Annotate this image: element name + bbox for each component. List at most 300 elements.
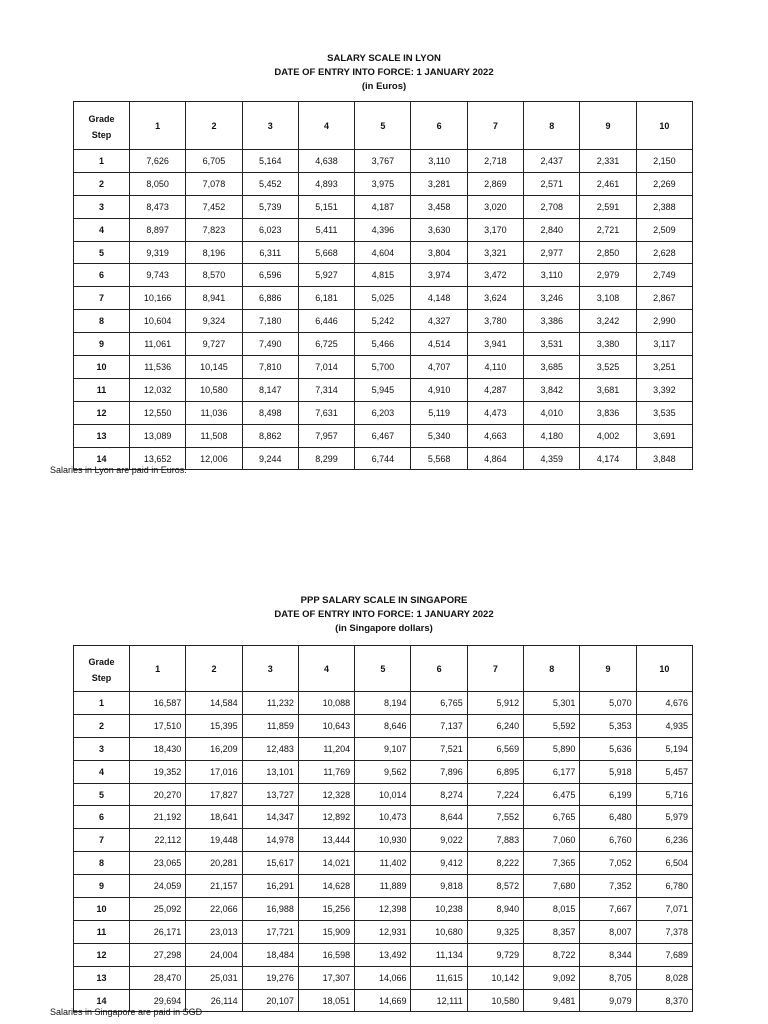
salary-cell: 10,643 bbox=[298, 714, 354, 737]
salary-cell: 5,164 bbox=[242, 150, 298, 173]
singapore-heading bbox=[0, 594, 768, 636]
salary-cell: 6,895 bbox=[467, 760, 523, 783]
salary-cell: 13,652 bbox=[130, 447, 186, 470]
salary-cell: 13,492 bbox=[355, 943, 411, 966]
salary-cell: 11,061 bbox=[130, 333, 186, 356]
salary-cell: 11,889 bbox=[355, 875, 411, 898]
salary-cell: 8,570 bbox=[186, 264, 242, 287]
step-cell: 5 bbox=[74, 241, 130, 264]
salary-cell: 5,568 bbox=[411, 447, 467, 470]
step-cell: 7 bbox=[74, 829, 130, 852]
salary-cell: 6,311 bbox=[242, 241, 298, 264]
salary-cell: 4,864 bbox=[467, 447, 523, 470]
salary-cell: 8,862 bbox=[242, 424, 298, 447]
salary-cell: 3,525 bbox=[580, 356, 636, 379]
salary-cell: 7,180 bbox=[242, 310, 298, 333]
salary-cell: 6,886 bbox=[242, 287, 298, 310]
step-cell: 11 bbox=[74, 378, 130, 401]
salary-cell: 15,909 bbox=[298, 920, 354, 943]
salary-cell: 5,918 bbox=[580, 760, 636, 783]
salary-cell: 9,818 bbox=[411, 875, 467, 898]
salary-cell: 11,769 bbox=[298, 760, 354, 783]
grade-column-header: 2 bbox=[186, 646, 242, 692]
salary-cell: 6,705 bbox=[186, 150, 242, 173]
salary-cell: 3,630 bbox=[411, 218, 467, 241]
salary-cell: 3,458 bbox=[411, 195, 467, 218]
salary-cell: 6,744 bbox=[355, 447, 411, 470]
salary-cell: 6,475 bbox=[524, 783, 580, 806]
salary-cell: 10,142 bbox=[467, 966, 523, 989]
salary-cell: 3,472 bbox=[467, 264, 523, 287]
salary-cell: 16,988 bbox=[242, 898, 298, 921]
table-row bbox=[74, 310, 693, 333]
salary-cell: 7,137 bbox=[411, 714, 467, 737]
salary-cell: 6,780 bbox=[636, 875, 692, 898]
table-row bbox=[74, 692, 693, 715]
salary-cell: 4,174 bbox=[580, 447, 636, 470]
salary-cell: 6,240 bbox=[467, 714, 523, 737]
salary-cell: 4,676 bbox=[636, 692, 692, 715]
salary-cell: 7,552 bbox=[467, 806, 523, 829]
salary-cell: 6,765 bbox=[524, 806, 580, 829]
salary-cell: 4,893 bbox=[298, 172, 354, 195]
salary-cell: 2,718 bbox=[467, 150, 523, 173]
salary-cell: 8,196 bbox=[186, 241, 242, 264]
salary-cell: 11,508 bbox=[186, 424, 242, 447]
salary-cell: 3,767 bbox=[355, 150, 411, 173]
table-row bbox=[74, 195, 693, 218]
salary-cell: 3,974 bbox=[411, 264, 467, 287]
salary-cell: 6,236 bbox=[636, 829, 692, 852]
grade-column-header: 10 bbox=[636, 646, 692, 692]
salary-cell: 9,244 bbox=[242, 447, 298, 470]
salary-cell: 7,052 bbox=[580, 852, 636, 875]
salary-cell: 12,931 bbox=[355, 920, 411, 943]
salary-cell: 9,481 bbox=[524, 989, 580, 1012]
salary-cell: 7,071 bbox=[636, 898, 692, 921]
salary-cell: 3,242 bbox=[580, 310, 636, 333]
step-cell: 12 bbox=[74, 943, 130, 966]
salary-cell: 29,694 bbox=[130, 989, 186, 1012]
step-label: Step bbox=[91, 130, 112, 140]
salary-cell: 2,331 bbox=[580, 150, 636, 173]
salary-cell: 5,945 bbox=[355, 378, 411, 401]
salary-cell: 26,114 bbox=[186, 989, 242, 1012]
salary-cell: 2,721 bbox=[580, 218, 636, 241]
salary-cell: 3,386 bbox=[524, 310, 580, 333]
salary-cell: 27,298 bbox=[130, 943, 186, 966]
step-cell: 1 bbox=[74, 692, 130, 715]
lyon-currency: (in Euros) bbox=[361, 81, 407, 92]
salary-cell: 9,319 bbox=[130, 241, 186, 264]
salary-cell: 5,716 bbox=[636, 783, 692, 806]
salary-cell: 19,448 bbox=[186, 829, 242, 852]
salary-cell: 10,238 bbox=[411, 898, 467, 921]
salary-cell: 4,604 bbox=[355, 241, 411, 264]
salary-cell: 7,365 bbox=[524, 852, 580, 875]
salary-cell: 4,010 bbox=[524, 401, 580, 424]
salary-cell: 5,636 bbox=[580, 737, 636, 760]
salary-cell: 4,287 bbox=[467, 378, 523, 401]
salary-cell: 5,890 bbox=[524, 737, 580, 760]
table-row bbox=[74, 218, 693, 241]
salary-cell: 12,483 bbox=[242, 737, 298, 760]
salary-cell: 4,663 bbox=[467, 424, 523, 447]
salary-cell: 5,242 bbox=[355, 310, 411, 333]
grade-column-header: 8 bbox=[524, 646, 580, 692]
singapore-header-row bbox=[74, 646, 693, 692]
salary-cell: 2,977 bbox=[524, 241, 580, 264]
grade-step-header bbox=[74, 646, 130, 692]
salary-cell: 6,467 bbox=[355, 424, 411, 447]
step-cell: 14 bbox=[74, 447, 130, 470]
salary-cell: 13,727 bbox=[242, 783, 298, 806]
step-cell: 7 bbox=[74, 287, 130, 310]
salary-cell: 3,108 bbox=[580, 287, 636, 310]
salary-cell: 11,536 bbox=[130, 356, 186, 379]
salary-cell: 3,842 bbox=[524, 378, 580, 401]
salary-cell: 5,025 bbox=[355, 287, 411, 310]
salary-cell: 6,203 bbox=[355, 401, 411, 424]
salary-cell: 6,569 bbox=[467, 737, 523, 760]
lyon-date: DATE OF ENTRY INTO FORCE: 1 JANUARY 2022 bbox=[274, 67, 494, 78]
salary-cell: 15,395 bbox=[186, 714, 242, 737]
salary-cell: 2,571 bbox=[524, 172, 580, 195]
salary-cell: 6,177 bbox=[524, 760, 580, 783]
salary-cell: 7,060 bbox=[524, 829, 580, 852]
salary-cell: 6,199 bbox=[580, 783, 636, 806]
salary-cell: 4,327 bbox=[411, 310, 467, 333]
salary-cell: 14,584 bbox=[186, 692, 242, 715]
table-row bbox=[74, 783, 693, 806]
salary-cell: 18,641 bbox=[186, 806, 242, 829]
grade-column-header: 6 bbox=[411, 646, 467, 692]
salary-cell: 2,840 bbox=[524, 218, 580, 241]
grade-step-header bbox=[74, 102, 130, 150]
salary-cell: 17,016 bbox=[186, 760, 242, 783]
grade-column-header: 10 bbox=[636, 102, 692, 150]
salary-cell: 6,023 bbox=[242, 218, 298, 241]
table-row bbox=[74, 150, 693, 173]
salary-cell: 5,979 bbox=[636, 806, 692, 829]
grade-column-header: 5 bbox=[355, 646, 411, 692]
salary-cell: 17,827 bbox=[186, 783, 242, 806]
salary-cell: 5,070 bbox=[580, 692, 636, 715]
salary-cell: 7,626 bbox=[130, 150, 186, 173]
table-row bbox=[74, 333, 693, 356]
salary-cell: 4,002 bbox=[580, 424, 636, 447]
step-cell: 14 bbox=[74, 989, 130, 1012]
salary-cell: 2,708 bbox=[524, 195, 580, 218]
salary-cell: 2,509 bbox=[636, 218, 692, 241]
singapore-salary-table bbox=[73, 645, 693, 1012]
salary-cell: 5,452 bbox=[242, 172, 298, 195]
salary-cell: 4,187 bbox=[355, 195, 411, 218]
salary-cell: 3,531 bbox=[524, 333, 580, 356]
table-row bbox=[74, 172, 693, 195]
grade-column-header: 1 bbox=[130, 646, 186, 692]
salary-cell: 8,194 bbox=[355, 692, 411, 715]
salary-cell: 8,722 bbox=[524, 943, 580, 966]
table-row bbox=[74, 806, 693, 829]
salary-cell: 16,209 bbox=[186, 737, 242, 760]
salary-cell: 3,110 bbox=[524, 264, 580, 287]
salary-cell: 4,815 bbox=[355, 264, 411, 287]
step-cell: 2 bbox=[74, 172, 130, 195]
salary-cell: 9,325 bbox=[467, 920, 523, 943]
salary-cell: 3,281 bbox=[411, 172, 467, 195]
salary-cell: 10,088 bbox=[298, 692, 354, 715]
salary-cell: 3,941 bbox=[467, 333, 523, 356]
salary-cell: 8,007 bbox=[580, 920, 636, 943]
table-row bbox=[74, 920, 693, 943]
lyon-header-row bbox=[74, 102, 693, 150]
salary-cell: 9,022 bbox=[411, 829, 467, 852]
salary-cell: 8,299 bbox=[298, 447, 354, 470]
salary-cell: 6,181 bbox=[298, 287, 354, 310]
salary-cell: 3,975 bbox=[355, 172, 411, 195]
salary-cell: 3,836 bbox=[580, 401, 636, 424]
salary-cell: 5,301 bbox=[524, 692, 580, 715]
grade-column-header: 8 bbox=[524, 102, 580, 150]
salary-cell: 7,631 bbox=[298, 401, 354, 424]
salary-cell: 5,668 bbox=[298, 241, 354, 264]
step-cell: 8 bbox=[74, 310, 130, 333]
lyon-heading bbox=[0, 52, 768, 94]
singapore-date: DATE OF ENTRY INTO FORCE: 1 JANUARY 2022 bbox=[274, 609, 494, 620]
salary-cell: 2,461 bbox=[580, 172, 636, 195]
lyon-salary-table bbox=[73, 101, 693, 470]
salary-cell: 19,352 bbox=[130, 760, 186, 783]
salary-cell: 8,940 bbox=[467, 898, 523, 921]
step-cell: 8 bbox=[74, 852, 130, 875]
salary-cell: 11,402 bbox=[355, 852, 411, 875]
salary-cell: 21,192 bbox=[130, 806, 186, 829]
salary-cell: 22,112 bbox=[130, 829, 186, 852]
salary-cell: 6,480 bbox=[580, 806, 636, 829]
grade-label: Grade bbox=[88, 657, 115, 667]
table-row bbox=[74, 737, 693, 760]
salary-cell: 6,725 bbox=[298, 333, 354, 356]
salary-cell: 9,107 bbox=[355, 737, 411, 760]
step-cell: 9 bbox=[74, 875, 130, 898]
salary-cell: 23,065 bbox=[130, 852, 186, 875]
singapore-note: Salaries in Singapore are paid in SGD bbox=[50, 1007, 203, 1017]
salary-cell: 6,760 bbox=[580, 829, 636, 852]
table-row bbox=[74, 356, 693, 379]
salary-cell: 7,957 bbox=[298, 424, 354, 447]
salary-cell: 14,978 bbox=[242, 829, 298, 852]
salary-cell: 10,145 bbox=[186, 356, 242, 379]
singapore-title: PPP SALARY SCALE IN SINGAPORE bbox=[300, 595, 468, 606]
salary-cell: 20,270 bbox=[130, 783, 186, 806]
salary-cell: 8,222 bbox=[467, 852, 523, 875]
salary-cell: 3,392 bbox=[636, 378, 692, 401]
step-cell: 6 bbox=[74, 264, 130, 287]
salary-cell: 2,388 bbox=[636, 195, 692, 218]
salary-cell: 7,078 bbox=[186, 172, 242, 195]
salary-cell: 12,892 bbox=[298, 806, 354, 829]
salary-cell: 2,628 bbox=[636, 241, 692, 264]
salary-cell: 5,592 bbox=[524, 714, 580, 737]
salary-cell: 7,680 bbox=[524, 875, 580, 898]
salary-cell: 8,644 bbox=[411, 806, 467, 829]
salary-cell: 14,669 bbox=[355, 989, 411, 1012]
salary-cell: 8,941 bbox=[186, 287, 242, 310]
salary-cell: 4,514 bbox=[411, 333, 467, 356]
salary-cell: 3,681 bbox=[580, 378, 636, 401]
step-cell: 4 bbox=[74, 218, 130, 241]
salary-cell: 2,269 bbox=[636, 172, 692, 195]
salary-cell: 2,591 bbox=[580, 195, 636, 218]
salary-cell: 14,066 bbox=[355, 966, 411, 989]
salary-cell: 28,470 bbox=[130, 966, 186, 989]
grade-column-header: 9 bbox=[580, 646, 636, 692]
grade-column-header: 7 bbox=[467, 646, 523, 692]
salary-cell: 10,680 bbox=[411, 920, 467, 943]
step-cell: 13 bbox=[74, 424, 130, 447]
singapore-currency: (in Singapore dollars) bbox=[335, 623, 433, 634]
salary-cell: 4,110 bbox=[467, 356, 523, 379]
grade-column-header: 9 bbox=[580, 102, 636, 150]
salary-cell: 6,596 bbox=[242, 264, 298, 287]
step-label: Step bbox=[91, 673, 112, 683]
salary-cell: 5,194 bbox=[636, 737, 692, 760]
salary-cell: 10,014 bbox=[355, 783, 411, 806]
salary-cell: 7,521 bbox=[411, 737, 467, 760]
grade-column-header: 2 bbox=[186, 102, 242, 150]
salary-cell: 9,324 bbox=[186, 310, 242, 333]
grade-column-header: 1 bbox=[130, 102, 186, 150]
salary-cell: 2,869 bbox=[467, 172, 523, 195]
salary-cell: 3,117 bbox=[636, 333, 692, 356]
salary-cell: 6,446 bbox=[298, 310, 354, 333]
step-cell: 13 bbox=[74, 966, 130, 989]
grade-column-header: 5 bbox=[355, 102, 411, 150]
salary-cell: 13,101 bbox=[242, 760, 298, 783]
salary-cell: 10,473 bbox=[355, 806, 411, 829]
grade-label: Grade bbox=[88, 114, 115, 124]
salary-cell: 10,930 bbox=[355, 829, 411, 852]
salary-cell: 5,411 bbox=[298, 218, 354, 241]
salary-cell: 8,646 bbox=[355, 714, 411, 737]
salary-cell: 5,466 bbox=[355, 333, 411, 356]
salary-cell: 2,850 bbox=[580, 241, 636, 264]
salary-cell: 24,059 bbox=[130, 875, 186, 898]
salary-cell: 4,396 bbox=[355, 218, 411, 241]
salary-cell: 2,437 bbox=[524, 150, 580, 173]
step-cell: 12 bbox=[74, 401, 130, 424]
salary-cell: 8,344 bbox=[580, 943, 636, 966]
table-row bbox=[74, 852, 693, 875]
salary-cell: 9,079 bbox=[580, 989, 636, 1012]
salary-cell: 11,615 bbox=[411, 966, 467, 989]
salary-cell: 22,066 bbox=[186, 898, 242, 921]
salary-cell: 20,281 bbox=[186, 852, 242, 875]
salary-cell: 8,357 bbox=[524, 920, 580, 943]
salary-cell: 12,550 bbox=[130, 401, 186, 424]
salary-cell: 7,810 bbox=[242, 356, 298, 379]
salary-cell: 8,147 bbox=[242, 378, 298, 401]
salary-cell: 26,171 bbox=[130, 920, 186, 943]
step-cell: 10 bbox=[74, 356, 130, 379]
salary-cell: 7,352 bbox=[580, 875, 636, 898]
step-cell: 3 bbox=[74, 737, 130, 760]
salary-cell: 8,473 bbox=[130, 195, 186, 218]
salary-cell: 7,014 bbox=[298, 356, 354, 379]
table-row bbox=[74, 401, 693, 424]
step-cell: 10 bbox=[74, 898, 130, 921]
salary-cell: 2,749 bbox=[636, 264, 692, 287]
salary-cell: 7,896 bbox=[411, 760, 467, 783]
salary-cell: 4,180 bbox=[524, 424, 580, 447]
salary-cell: 9,092 bbox=[524, 966, 580, 989]
salary-cell: 9,743 bbox=[130, 264, 186, 287]
step-cell: 9 bbox=[74, 333, 130, 356]
grade-column-header: 4 bbox=[298, 646, 354, 692]
salary-cell: 8,572 bbox=[467, 875, 523, 898]
table-row bbox=[74, 378, 693, 401]
salary-cell: 18,051 bbox=[298, 989, 354, 1012]
salary-cell: 5,457 bbox=[636, 760, 692, 783]
salary-cell: 7,314 bbox=[298, 378, 354, 401]
salary-cell: 11,134 bbox=[411, 943, 467, 966]
salary-cell: 9,412 bbox=[411, 852, 467, 875]
table-row bbox=[74, 424, 693, 447]
salary-cell: 4,935 bbox=[636, 714, 692, 737]
salary-cell: 6,765 bbox=[411, 692, 467, 715]
salary-cell: 24,004 bbox=[186, 943, 242, 966]
salary-cell: 7,689 bbox=[636, 943, 692, 966]
lyon-title: SALARY SCALE IN LYON bbox=[327, 53, 441, 64]
salary-cell: 9,729 bbox=[467, 943, 523, 966]
salary-cell: 10,580 bbox=[186, 378, 242, 401]
grade-column-header: 4 bbox=[298, 102, 354, 150]
table-row bbox=[74, 898, 693, 921]
salary-cell: 8,897 bbox=[130, 218, 186, 241]
step-cell: 11 bbox=[74, 920, 130, 943]
salary-cell: 2,867 bbox=[636, 287, 692, 310]
salary-cell: 18,430 bbox=[130, 737, 186, 760]
table-row bbox=[74, 875, 693, 898]
salary-cell: 7,378 bbox=[636, 920, 692, 943]
salary-cell: 21,157 bbox=[186, 875, 242, 898]
salary-cell: 7,224 bbox=[467, 783, 523, 806]
step-cell: 3 bbox=[74, 195, 130, 218]
salary-cell: 4,638 bbox=[298, 150, 354, 173]
salary-cell: 3,535 bbox=[636, 401, 692, 424]
salary-cell: 11,232 bbox=[242, 692, 298, 715]
grade-column-header: 6 bbox=[411, 102, 467, 150]
grade-column-header: 3 bbox=[242, 102, 298, 150]
salary-cell: 5,353 bbox=[580, 714, 636, 737]
salary-cell: 14,347 bbox=[242, 806, 298, 829]
salary-cell: 10,166 bbox=[130, 287, 186, 310]
salary-cell: 8,050 bbox=[130, 172, 186, 195]
salary-cell: 8,015 bbox=[524, 898, 580, 921]
salary-cell: 4,359 bbox=[524, 447, 580, 470]
step-cell: 6 bbox=[74, 806, 130, 829]
salary-cell: 4,148 bbox=[411, 287, 467, 310]
salary-cell: 3,321 bbox=[467, 241, 523, 264]
step-cell: 5 bbox=[74, 783, 130, 806]
grade-column-header: 3 bbox=[242, 646, 298, 692]
salary-cell: 18,484 bbox=[242, 943, 298, 966]
salary-cell: 8,498 bbox=[242, 401, 298, 424]
salary-cell: 3,848 bbox=[636, 447, 692, 470]
salary-cell: 11,036 bbox=[186, 401, 242, 424]
lyon-note: Salaries in Lyon are paid in Euros. bbox=[50, 465, 187, 475]
